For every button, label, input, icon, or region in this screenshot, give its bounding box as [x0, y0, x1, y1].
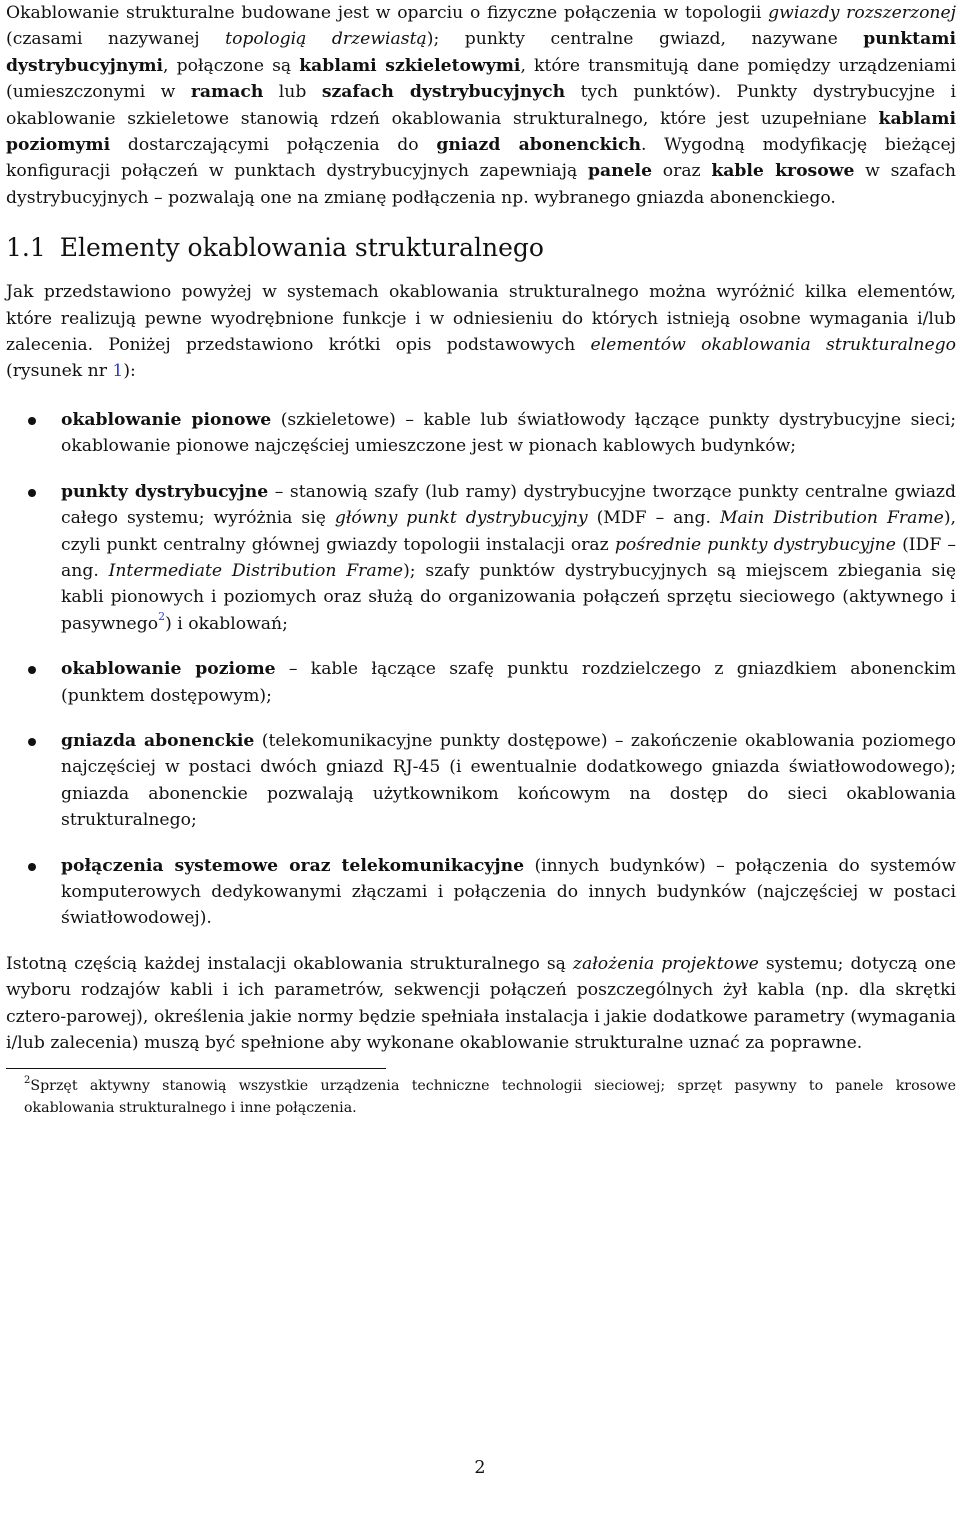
- footnote-mark: 2: [24, 1074, 31, 1086]
- text-run: , połączone są: [163, 55, 300, 76]
- section-intro-paragraph: [6, 279, 956, 385]
- bullet-icon: [28, 666, 36, 674]
- elements-list: [6, 407, 956, 932]
- term-bold: szafach dystrybucyjnych: [321, 82, 566, 103]
- term-italic: pośrednie punkty dystrybucyjne: [614, 534, 896, 555]
- term-italic: główny punkt dystrybucyjny: [334, 508, 588, 529]
- item-text: (IDF – ang.: [61, 534, 956, 581]
- text-run: (rysunek nr: [6, 361, 113, 382]
- text-run: oraz: [652, 161, 712, 182]
- item-text: – stanowią szafy (lub ramy) dystrybucyjne tworzące punkty centralne gwiazd całego systemu; wyróżnia się: [61, 481, 956, 529]
- term-bold: punktami dystrybucyjnymi: [6, 29, 956, 76]
- figure-reference-link[interactable]: 1: [112, 361, 124, 382]
- closing-paragraph: [6, 951, 956, 1057]
- text-run: . Wygodną modyfikację bieżącej konfiguracji połączeń w punktach dystrybucyjnych zapewniają: [6, 135, 957, 182]
- term-italic: Intermediate Distribution Frame: [108, 560, 404, 581]
- item-text: (szkieletowe) – kable lub światłowody łączące punkty dystrybucyjne sieci; okablowanie pionowe najczęściej umieszczone jest w pionach kablowych budynków;: [61, 409, 956, 457]
- document-page: [6, 0, 956, 1119]
- text-run: Jak przedstawiono powyżej w systemach okablowania strukturalnego można wyróżnić kilka elementów, które realizują pewne wyodrębnione funkcje i w odniesieniu do których istnieją osobne wymagania i/lub zalecenia. Poniżej przedstawiono krótki opis podstawowych: [6, 282, 956, 356]
- item-term: punkty dystrybucyjne: [61, 481, 269, 502]
- item-text: ) i okablowań;: [165, 613, 288, 634]
- term-bold: panele: [587, 161, 653, 182]
- item-text: (MDF – ang.: [587, 508, 720, 529]
- text-run: , które transmitują dane pomiędzy urządzeniami (umieszczonymi w: [6, 55, 956, 103]
- list-item: [6, 656, 956, 709]
- text-run: ); punkty centralne gwiazd, nazywane: [426, 29, 864, 50]
- footnote-reference-link[interactable]: 2: [158, 609, 166, 623]
- list-item: [6, 728, 956, 834]
- item-text: (telekomunikacyjne punkty dostępowe) – zakończenie okablowania poziomego najczęściej w postaci dwóch gniazd RJ-45 (i ewentualnie dodatkowego gniazda światłowodowego); gniazda abonenckie pozwalają użytkownikom końcowym na dostęp do sieci okablowania strukturalnego;: [61, 730, 957, 831]
- term-bold: kablami szkieletowymi: [299, 55, 521, 76]
- item-term: okablowanie poziome: [61, 659, 276, 680]
- item-term: gniazda abonenckie: [61, 730, 255, 751]
- section-heading: [6, 233, 956, 263]
- bullet-icon: [28, 863, 36, 871]
- term-italic: topologią drzewiastą: [225, 29, 427, 50]
- term-italic: Main Distribution Frame: [719, 508, 944, 529]
- text-run: w szafach dystrybucyjnych – pozwalają one na zmianę podłączenia np. wybranego gniazda abonenckiego.: [6, 161, 956, 208]
- item-term: okablowanie pionowe: [61, 409, 272, 430]
- item-term: połączenia systemowe oraz telekomunikacyjne: [61, 855, 525, 876]
- term-italic: gwiazdy rozszerzonej: [768, 3, 956, 23]
- term-bold: kablami poziomymi: [6, 108, 956, 156]
- term-italic: elementów okablowania strukturalnego: [590, 335, 957, 356]
- bullet-icon: [28, 417, 36, 425]
- section-number: 1.1: [6, 233, 46, 263]
- section-title: Elementy okablowania strukturalnego: [59, 233, 544, 263]
- text-run: (czasami nazywanej: [6, 29, 226, 50]
- text-run: tych punktów). Punkty dystrybucyjne i okablowanie szkieletowe stanowią rdzeń okablowania strukturalnego, które jest uzupełniane: [6, 82, 957, 129]
- text-run: Okablowanie strukturalne budowane jest w oparciu o fizyczne połączenia w topologii: [6, 3, 769, 23]
- bullet-icon: [28, 738, 36, 746]
- text-run: ):: [123, 361, 136, 382]
- item-text: – kable łączące szafę punktu rozdzielczego z gniazdkiem abonenckim (punktem dostępowym);: [61, 659, 956, 706]
- page-number: 2: [474, 1458, 486, 1478]
- list-item: [6, 479, 956, 637]
- list-item: [6, 407, 956, 460]
- item-text: ); szafy punktów dystrybucyjnych są miejscem zbiegania się kabli pionowych i poziomych oraz służą do organizowania połączeń sprzętu sieciowego (aktywnego i pasywnego: [61, 560, 957, 634]
- footnote-text: Sprzęt aktywny stanowią wszystkie urządzenia techniczne technologii sieciowej; sprzęt pasywny to panele krosowe okablowania strukturalnego i inne połączenia.: [24, 1078, 956, 1117]
- term-italic: założenia projektowe: [572, 953, 759, 974]
- item-text: (innych budynków) – połączenia do systemów komputerowych dedykowanymi złączami i połączenia do innych budynków (najczęściej w postaci światłowodowej).: [61, 855, 956, 929]
- term-bold: kable krosowe: [711, 161, 855, 182]
- text-run: systemu; dotyczą one wyboru rodzajów kabli i ich parametrów, sekwencji połączeń poszczególnych żył kabla (np. dla skrętki cztero-parowej), określenia jakie normy będzie spełniała instalacja i jakie dodatkowe parametry (wymagania i/lub zalecenia) muszą być spełnione aby wykonane okablowanie strukturalne uznać za poprawne.: [6, 953, 956, 1053]
- item-text: ), czyli punkt centralny głównej gwiazdy topologii instalacji oraz: [61, 508, 956, 555]
- text-run: lub: [263, 82, 322, 103]
- term-bold: ramach: [190, 82, 264, 103]
- list-item: [6, 853, 956, 932]
- text-run: Istotną częścią każdej instalacji okablowania strukturalnego są: [6, 953, 573, 974]
- footnote: [6, 1075, 956, 1119]
- footnote-divider: [6, 1068, 386, 1069]
- bullet-icon: [28, 489, 36, 497]
- intro-paragraph: [6, 0, 956, 211]
- text-run: dostarczającymi połączenia do: [110, 135, 437, 156]
- term-bold: gniazd abonenckich: [436, 135, 641, 156]
